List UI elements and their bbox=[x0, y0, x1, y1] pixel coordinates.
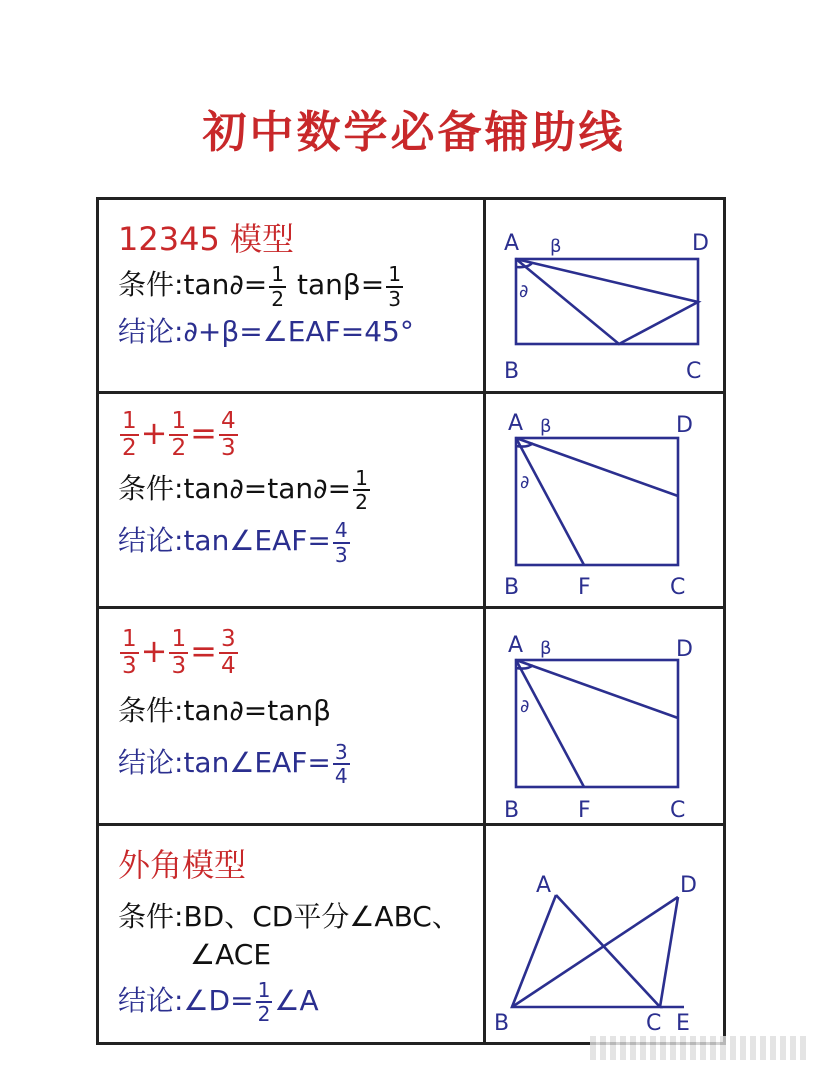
fraction-denominator: 2 bbox=[271, 286, 285, 311]
line-af bbox=[516, 660, 584, 787]
line-cd bbox=[660, 897, 678, 1007]
fraction-denominator: 2 bbox=[171, 435, 187, 462]
row-divider-3 bbox=[96, 823, 726, 826]
fraction-denominator: 3 bbox=[220, 435, 236, 462]
fraction-numerator: 1 bbox=[120, 410, 139, 436]
label-a: A bbox=[508, 411, 524, 436]
equals-sign: = bbox=[190, 414, 217, 453]
condition-text: tan∂=tanβ bbox=[183, 694, 332, 728]
fraction-denominator: 3 bbox=[334, 542, 348, 567]
fraction-numerator: 1 bbox=[355, 466, 368, 491]
rectangle-abcd bbox=[516, 660, 678, 787]
fraction-numerator: 4 bbox=[219, 410, 238, 436]
row-4-conclusion bbox=[118, 977, 478, 1027]
label-a: A bbox=[536, 873, 552, 898]
conclusion-label: 结论: bbox=[118, 314, 184, 348]
equals-sign: = bbox=[190, 632, 217, 671]
row-2-text bbox=[118, 410, 478, 565]
fraction bbox=[169, 410, 188, 460]
plus-sign: + bbox=[140, 414, 168, 453]
row-2-figure bbox=[486, 398, 726, 603]
fraction bbox=[219, 628, 238, 678]
label-a: A bbox=[508, 633, 524, 658]
condition-label: 条件: bbox=[118, 472, 184, 506]
label-beta: β bbox=[550, 236, 562, 257]
label-alpha: ∂ bbox=[519, 281, 529, 302]
label-alpha: ∂ bbox=[520, 472, 530, 493]
row-1-conclusion bbox=[118, 313, 478, 351]
watermark bbox=[590, 1036, 810, 1060]
label-c: C bbox=[646, 1011, 662, 1036]
line-ae bbox=[516, 660, 678, 718]
row-1-figure bbox=[486, 200, 726, 390]
row-3-condition bbox=[118, 692, 478, 730]
fraction-denominator: 3 bbox=[388, 286, 402, 311]
conclusion-pre: ∠D= bbox=[183, 984, 254, 1018]
label-c: C bbox=[686, 359, 702, 384]
triangle-lines bbox=[516, 259, 698, 344]
conclusion-text: tan∠EAF= bbox=[183, 524, 331, 558]
fraction bbox=[269, 262, 286, 311]
row-3-conclusion bbox=[118, 739, 478, 789]
fraction-numerator: 1 bbox=[120, 628, 139, 654]
condition-text: tan∂=tan∂= bbox=[183, 472, 352, 506]
label-d: D bbox=[676, 413, 693, 438]
fraction-numerator: 1 bbox=[388, 262, 402, 287]
fraction-numerator: 1 bbox=[169, 410, 188, 436]
fraction bbox=[256, 977, 273, 1027]
fraction-numerator: 3 bbox=[219, 628, 238, 654]
condition-part-a: tan∂= bbox=[183, 268, 268, 302]
row-1-title: 12345 模型 bbox=[118, 220, 294, 258]
condition-label: 条件: bbox=[118, 268, 184, 302]
conclusion-label: 结论: bbox=[118, 524, 184, 558]
label-b: B bbox=[504, 575, 520, 600]
label-e: E bbox=[676, 1011, 690, 1036]
rectangle-abcd bbox=[516, 438, 678, 565]
condition-part-b: tanβ= bbox=[297, 268, 385, 302]
row-3-title bbox=[118, 628, 478, 678]
fraction-denominator: 4 bbox=[220, 653, 236, 680]
label-d: D bbox=[692, 231, 709, 256]
fraction-denominator: 2 bbox=[257, 1002, 271, 1027]
fraction-numerator: 1 bbox=[271, 262, 285, 287]
fraction bbox=[353, 466, 370, 515]
fraction-denominator: 3 bbox=[171, 653, 187, 680]
conclusion-text: ∂+β=∠EAF=45° bbox=[183, 314, 414, 348]
fraction-denominator: 2 bbox=[355, 490, 368, 515]
triangle-abc bbox=[512, 895, 660, 1007]
conclusion-post: ∠A bbox=[274, 984, 319, 1018]
conclusion-text: tan∠EAF= bbox=[183, 746, 331, 780]
fraction bbox=[333, 518, 350, 567]
label-beta: β bbox=[540, 638, 552, 659]
condition-label: 条件: bbox=[118, 694, 184, 728]
fraction bbox=[333, 739, 350, 789]
row-4-condition-line-2: ∠ACE bbox=[190, 938, 272, 972]
label-c: C bbox=[670, 798, 686, 823]
fraction-numerator: 1 bbox=[169, 628, 188, 654]
row-4-title: 外角模型 bbox=[118, 846, 247, 884]
label-b: B bbox=[504, 359, 520, 384]
row-1-condition bbox=[118, 262, 478, 311]
fraction bbox=[120, 628, 139, 678]
label-b: B bbox=[504, 798, 520, 823]
fraction-denominator: 2 bbox=[122, 435, 137, 462]
label-d: D bbox=[680, 873, 697, 898]
fraction-numerator: 3 bbox=[334, 739, 348, 764]
label-alpha: ∂ bbox=[520, 696, 530, 717]
label-a: A bbox=[504, 231, 520, 256]
fraction bbox=[169, 628, 188, 678]
fraction-denominator: 3 bbox=[122, 653, 137, 680]
conclusion-label: 结论: bbox=[118, 984, 184, 1018]
label-d: D bbox=[676, 637, 693, 662]
label-c: C bbox=[670, 575, 686, 600]
fraction bbox=[120, 410, 139, 460]
condition-label: 条件: bbox=[118, 900, 184, 934]
row-4-figure bbox=[486, 840, 726, 1040]
page-title: 初中数学必备辅助线 bbox=[202, 107, 626, 158]
fraction-numerator: 1 bbox=[257, 977, 271, 1002]
row-2-title bbox=[118, 410, 478, 460]
label-f: F bbox=[578, 798, 591, 823]
condition-line-1: BD、CD平分∠ABC、 bbox=[183, 900, 460, 934]
fraction-denominator: 4 bbox=[334, 764, 348, 789]
row-divider-2 bbox=[96, 606, 726, 609]
row-2-conclusion bbox=[118, 518, 478, 567]
line-af bbox=[516, 438, 584, 565]
row-divider-1 bbox=[96, 391, 726, 394]
row-3-figure bbox=[486, 620, 726, 823]
label-beta: β bbox=[540, 416, 552, 437]
row-2-condition bbox=[118, 466, 478, 515]
fraction-numerator: 4 bbox=[334, 518, 348, 543]
row-4-condition bbox=[118, 898, 478, 936]
line-ae bbox=[516, 438, 678, 496]
fraction bbox=[386, 262, 403, 311]
rectangle-abcd bbox=[516, 259, 698, 344]
row-3-text bbox=[118, 626, 478, 789]
label-f: F bbox=[578, 575, 591, 600]
row-1-text bbox=[118, 220, 478, 351]
fraction bbox=[219, 410, 238, 460]
line-bd bbox=[512, 897, 678, 1007]
label-b: B bbox=[494, 1011, 510, 1036]
conclusion-label: 结论: bbox=[118, 746, 184, 780]
row-4-text bbox=[118, 846, 478, 1027]
plus-sign: + bbox=[140, 632, 168, 671]
